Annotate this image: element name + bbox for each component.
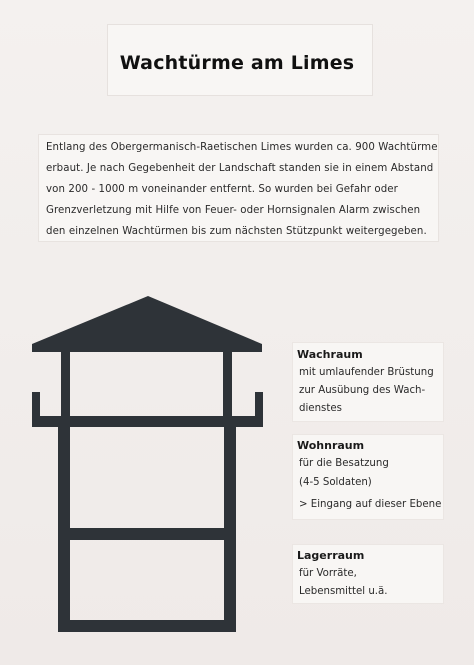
room-text: mit umlaufender Brüstung <box>299 367 434 378</box>
intro-line: Grenzverletzung mit Hilfe von Feuer- oder Hornsignalen Alarm zwischen <box>46 205 421 216</box>
tower-floor-middle <box>58 528 236 540</box>
page-title: Wachtürme am Limes <box>119 52 355 74</box>
room-text: (4-5 Soldaten) <box>299 477 372 488</box>
room-title: Wohnraum <box>297 439 365 452</box>
room-text: zur Ausübung des Wach- <box>299 385 426 396</box>
room-text: Lebensmittel u.ä. <box>299 586 388 597</box>
room-title: Lagerraum <box>297 549 365 562</box>
intro-line: von 200 - 1000 m voneinander entfernt. So wurden bei Gefahr oder <box>46 184 398 195</box>
room-text: dienstes <box>299 403 342 414</box>
room-text: für die Besatzung <box>299 458 389 469</box>
room-title: Wachraum <box>297 348 363 361</box>
tower-roof <box>32 296 262 352</box>
intro-line: den einzelnen Wachtürmen bis zum nächsten Stützpunkt weitergegeben. <box>46 226 427 237</box>
room-text: für Vorräte, <box>299 568 357 579</box>
intro-line: erbaut. Je nach Gegebenheit der Landschaft standen sie in einem Abstand <box>46 163 434 174</box>
room-text: > Eingang auf dieser Ebene <box>299 499 442 510</box>
tower-post-right <box>223 350 232 420</box>
intro-line: Entlang des Obergermanisch-Raetischen Limes wurden ca. 900 Wachtürme <box>46 142 438 153</box>
tower-floor-ground <box>58 620 236 632</box>
tower-post-left <box>61 350 70 420</box>
